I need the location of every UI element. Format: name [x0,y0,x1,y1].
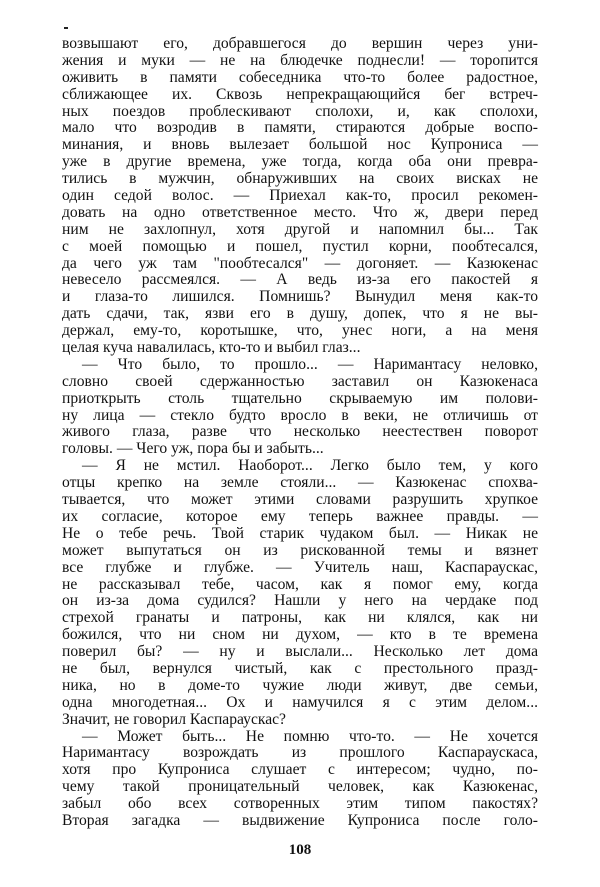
text-line: держал, ему-то, коротышке, что, унес ноги, а на меня [62,322,538,340]
text-line: божился, что ни сном ни духом, — кто в те времена [62,626,538,644]
scan-mark [64,27,68,29]
text-line: уже в другие времена, уже тогда, когда оба они превра- [62,153,538,171]
text-line: и глаза-то лишился. Помнишь? Вынудил меня как-то [62,288,538,306]
text-line: один седой волос. — Приехал как-то, просил рекомен- [62,187,538,205]
text-line: — Я не мстил. Наоборот... Легко было тем, у кого [82,457,538,475]
text-line: Вторая загадка — выдвижение Купрониса после голо- [62,811,538,829]
text-line: Наримантасу возрождать из прошлого Каспараускаса, [62,744,538,762]
text-line: забыл обо всех сотворенных этим типом пакостях? [62,795,538,813]
text-line: поверил бы? — ну и выслали... Несколько лет дома [62,643,538,661]
text-line: дать сдачи, так, язви его в душу, допек, что я не вы- [62,305,538,323]
text-line: не рассказывал тебе, часом, как я помог ему, когда [62,575,538,593]
text-line: невесело рассмеялся. — А ведь из-за его пакостей я [62,271,538,289]
text-line: минания, и вновь вылезает большой нос Купрониса — [62,136,538,154]
text-line: может выпутаться он из рискованной темы и вязнет [62,541,538,559]
text-line: он из-за дома судился? Нашли у него на чердаке под [62,592,538,610]
text-line: мало что возродив в памяти, стираются добрые воспо- [62,119,538,137]
text-line: довать на одно ответственное место. Что ж, двери перед [62,203,538,221]
text-line: не был, вернулся чистый, как с престольного празд- [62,659,538,677]
text-line: одна многодетная... Ох и намучился я с этим делом... [62,693,538,711]
text-line: Не о тебе речь. Твой старик чудаком был. — Никак не [62,524,538,542]
text-line: тывается, что может этими словами разрушить хрупкое [62,491,538,509]
text-line: сближающее их. Сквозь непрекращающийся бег встреч- [62,85,538,103]
text-line: приоткрыть столь тщательно скрываемую им полови- [62,389,538,407]
text-line: — Может быть... Не помню что-то. — Не хочется [82,727,538,745]
text-line: да чего уж там "пообтесался" — догоняет. — Казюкенас [62,254,538,272]
text-line: Значит, не говорил Каспараускас? [62,710,286,728]
text-line: их согласие, которое ему теперь важнее правды. — [62,507,538,525]
text-line: отцы крепко на земле стояли... — Казюкенас спохва- [62,474,538,492]
text-line: ных поездов проблескивают сполохи, и, как сполохи, [62,102,538,120]
text-line: словно своей сдержанностью заставил он Казюкенаса [62,372,538,390]
page-number: 108 [288,842,312,858]
text-line: ника, но в доме-то чужие люди живут, две семьи, [62,676,538,694]
text-line: с моей помощью и пошел, пустил корни, пообтесался, [62,237,538,255]
text-line: все глубже и глубже. — Учитель наш, Каспараускас, [62,558,538,576]
text-line: целая куча навалилась, кто-то и выбил глаз... [62,339,361,357]
text-line: тились в мужчин, обнаруживших на своих висках не [62,170,538,188]
text-line: живого глаза, разве что несколько неестествен поворот [62,423,538,441]
page-text [62,36,538,830]
text-line: чему такой проницательный человек, как Казюкенас, [62,778,538,796]
text-line: жения и муки — не на блюдечке поднесли! — торопится [62,51,538,69]
text-line: ним не захлопнул, хотя другой и напомнил бы... Так [62,220,538,238]
text-line: стрехой гранаты и патроны, как ни клялся, как ни [62,609,538,627]
text-line: ну лица — стекло будто вросло в веки, не отличишь от [62,406,538,424]
text-line: головы. — Чего уж, пора бы и забыть... [62,440,324,458]
text-line: хотя про Купрониса слушает с интересом; чудно, по- [62,761,538,779]
text-line: возвышают его, добравшегося до вершин через уни- [62,35,538,52]
text-line: оживить в памяти собеседника что-то более радостное, [62,68,538,86]
text-line: — Что было, то прошло... — Наримантасу неловко, [82,355,538,373]
